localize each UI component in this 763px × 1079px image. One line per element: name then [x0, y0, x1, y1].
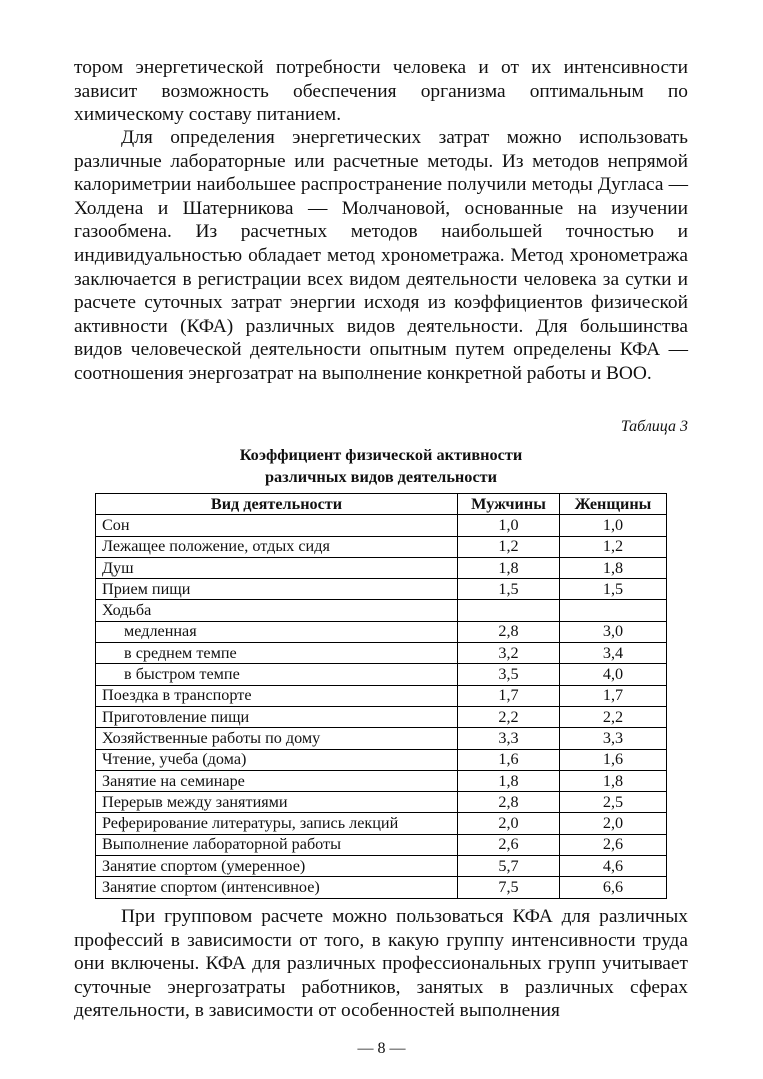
table-row — [96, 813, 667, 834]
cell-men: 2,8 — [458, 792, 560, 813]
cell-men: 2,0 — [458, 813, 560, 834]
cell-men: 2,8 — [458, 621, 560, 642]
cell-women: 2,2 — [560, 706, 667, 727]
cell-women: 2,6 — [560, 834, 667, 855]
table-row — [96, 706, 667, 727]
table-row — [96, 792, 667, 813]
cell-activity: Занятие спортом (интенсивное) — [96, 877, 458, 898]
cell-men: 2,6 — [458, 834, 560, 855]
paragraph-intro: тором энергетической потребности человека и от их интенсивности зависит возможность обеспечения организма оптимальным по химическому составу питанием. — [74, 57, 688, 126]
cell-men: 1,8 — [458, 770, 560, 791]
cell-men: 5,7 — [458, 856, 560, 877]
table-row — [96, 515, 667, 536]
table-row — [96, 856, 667, 877]
table-title-line2: различных видов деятельности — [264, 467, 498, 486]
table-row — [96, 557, 667, 578]
cell-activity: в быстром темпе — [96, 664, 458, 685]
cell-women: 4,0 — [560, 664, 667, 685]
table-row — [96, 664, 667, 685]
cell-women: 3,0 — [560, 621, 667, 642]
cell-activity: Прием пищи — [96, 579, 458, 600]
cell-activity: Лежащее положение, отдых сидя — [96, 536, 458, 557]
cell-men: 1,2 — [458, 536, 560, 557]
header-activity: Вид деятельности — [96, 494, 458, 515]
cell-men: 2,2 — [458, 706, 560, 727]
cell-men: 1,7 — [458, 685, 560, 706]
cell-women: 2,5 — [560, 792, 667, 813]
cell-women: 1,8 — [560, 557, 667, 578]
cell-women: 1,0 — [560, 515, 667, 536]
table-row — [96, 834, 667, 855]
table-header-row — [96, 494, 667, 515]
cell-activity: Занятие спортом (умеренное) — [96, 856, 458, 877]
table-row — [96, 770, 667, 791]
cell-activity: Чтение, учеба (дома) — [96, 749, 458, 770]
header-men: Мужчины — [458, 494, 560, 515]
table-row — [96, 877, 667, 898]
cell-women: 1,7 — [560, 685, 667, 706]
table-row — [96, 579, 667, 600]
table-row — [96, 600, 667, 621]
cell-activity: Ходьба — [96, 600, 458, 621]
cell-men: 7,5 — [458, 877, 560, 898]
table-row — [96, 536, 667, 557]
paragraph-group-calculation: При групповом расчете можно пользоваться КФА для различных профессий в зависимости от того, в какую группу интенсивности труда они включены. КФА для различных профессиональных групп учитывает суточные энергозатраты работников, занятых в различных сферах деятельности, в зависимости от особенностей выполнения — [74, 906, 688, 1022]
table-row — [96, 643, 667, 664]
cell-men: 1,6 — [458, 749, 560, 770]
cell-women: 1,6 — [560, 749, 667, 770]
cell-activity: в среднем темпе — [96, 643, 458, 664]
cell-activity: Выполнение лабораторной работы — [96, 834, 458, 855]
cell-women: 1,8 — [560, 770, 667, 791]
cell-activity: Хозяйственные работы по дому — [96, 728, 458, 749]
cell-women: 1,2 — [560, 536, 667, 557]
cell-men: 1,0 — [458, 515, 560, 536]
activity-coefficient-table — [95, 493, 667, 899]
cell-men: 1,5 — [458, 579, 560, 600]
cell-men: 3,2 — [458, 643, 560, 664]
cell-women: 1,5 — [560, 579, 667, 600]
cell-activity: Душ — [96, 557, 458, 578]
table-row — [96, 749, 667, 770]
cell-activity: Поездка в транспорте — [96, 685, 458, 706]
cell-activity: Реферирование литературы, запись лекций — [96, 813, 458, 834]
table-title-line1: Коэффициент физической активности — [239, 445, 523, 464]
cell-women: 2,0 — [560, 813, 667, 834]
cell-men — [458, 600, 560, 621]
cell-women: 6,6 — [560, 877, 667, 898]
table-row — [96, 728, 667, 749]
table-row — [96, 621, 667, 642]
cell-activity: Сон — [96, 515, 458, 536]
cell-men: 3,3 — [458, 728, 560, 749]
cell-men: 3,5 — [458, 664, 560, 685]
cell-men: 1,8 — [458, 557, 560, 578]
table-row — [96, 685, 667, 706]
page-number: — 8 — — [357, 1040, 406, 1057]
cell-women — [560, 600, 667, 621]
cell-activity: Приготовление пищи — [96, 706, 458, 727]
cell-women: 4,6 — [560, 856, 667, 877]
table-body — [96, 515, 667, 898]
paragraph-methods: Для определения энергетических затрат можно использовать различные лабораторные или расчетные методы. Из методов непрямой калориметрии наибольшее распространение получили методы Дугласа — Холдена и Шатерникова — Молчановой, основанные на изучении газообмена. Из расчетных методов наибольшей точностью и индивидуальностью обладает метод хронометража. Метод хронометража заключается в регистрации всех видом деятельности человека за сутки и расчете суточных затрат энергии исходя из коэффициентов физической активности (КФА) различных видов деятельности. Для большинства видов человеческой деятельности опытным путем определены КФА — соотношения энергозатрат на выполнение конкретной работы и ВОО. — [74, 127, 688, 384]
cell-activity: медленная — [96, 621, 458, 642]
cell-activity: Занятие на семинаре — [96, 770, 458, 791]
table-label: Таблица 3 — [620, 418, 688, 435]
cell-women: 3,3 — [560, 728, 667, 749]
cell-activity: Перерыв между занятиями — [96, 792, 458, 813]
cell-women: 3,4 — [560, 643, 667, 664]
header-women: Женщины — [560, 494, 667, 515]
